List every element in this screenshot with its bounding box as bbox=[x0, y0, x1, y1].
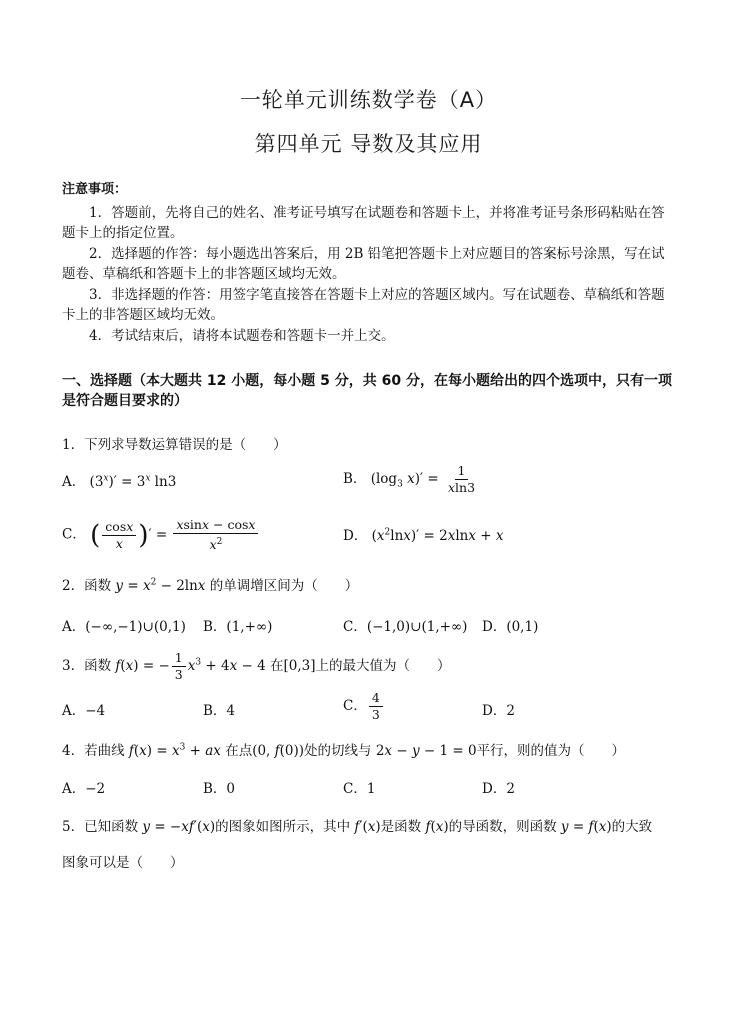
formula: $y = x^2 - 2\ln x$ bbox=[115, 577, 206, 594]
q4-option-c: C．1 bbox=[343, 781, 376, 797]
formula: ($\log_3$ x)′ = $\frac{1}{xln3}$ bbox=[371, 471, 480, 487]
question-5-stem: 5．已知函数 y = −xf′(x)的图象如图所示，其中 f′(x)是函数 f(x)的导函数，则函数 y = f(x)的大致 bbox=[62, 819, 653, 835]
q1-option-b bbox=[343, 463, 480, 496]
q2-option-b: B．(1,+∞) bbox=[203, 619, 273, 635]
question-4-stem: 4．若曲线 $f(x) = x^3$ + ax 在点(0, f(0))处的切线与 2x − y − 1 = 0平行，则的值为（ ） bbox=[62, 742, 626, 759]
question-1-stem: 1．下列求导数运算错误的是（ ） bbox=[62, 437, 287, 453]
q2-option-a: A．(−∞,−1)∪(0,1) bbox=[62, 619, 186, 635]
q3-option-a: A．−4 bbox=[62, 703, 106, 719]
option-label: A． bbox=[62, 474, 86, 490]
q3-option-d: D．2 bbox=[482, 703, 515, 719]
formula: $f(x) = x^3$ + ax 在点(0, f(0))处的切线与 2x − y − 1 = 0 bbox=[128, 742, 477, 759]
q4-option-b: B．0 bbox=[203, 781, 236, 797]
fraction: $\frac{1}{xln3}$ bbox=[447, 463, 476, 495]
option-label: B． bbox=[343, 471, 367, 487]
formula: y = −xf′(x)的图象如图所示，其中 f′(x)是函数 f(x)的导函数，则函数 y = f(x) bbox=[142, 819, 612, 835]
q4-option-d: D．2 bbox=[482, 781, 515, 797]
section-heading: 一、选择题（本大题共 12 小题，每小题 5 分，共 60 分，在每小题给出的四个选项中，只有一项是符合题目要求的） bbox=[62, 373, 672, 409]
q1-option-a bbox=[62, 470, 176, 490]
notice-item-2: 2．选择题的作答：每小题选出答案后，用 2B 铅笔把答题卡上对应题目的答案标号涂黑，写在试题卷、草稿纸和答题卡上的非答题区域均无效。 bbox=[62, 246, 665, 282]
notice-item-3: 3．非选择题的作答：用签字笔直接答在答题卡上对应的答题区域内。写在试题卷、草稿纸和答题卡上的非答题区域均无效。 bbox=[62, 287, 665, 323]
page-subtitle: 第四单元 导数及其应用 bbox=[254, 132, 483, 156]
option-label: D． bbox=[343, 528, 368, 544]
q2-option-d: D．(0,1) bbox=[482, 619, 539, 635]
question-2-stem: 2．函数 $y = x^2 - 2\ln x$ 的单调增区间为（ ） bbox=[62, 577, 359, 594]
question-5-stem-line2: 图象可以是（ ） bbox=[62, 855, 184, 871]
formula: $(3^x)' = 3^x$ ln3 bbox=[89, 473, 177, 490]
q4-option-a: A．−2 bbox=[62, 781, 106, 797]
notice-item-1: 1．答题前，先将自己的姓名、准考证号填写在试题卷和答题卡上，并将准考证号条形码粘贴在答题卡上的指定位置。 bbox=[62, 205, 665, 241]
notice-heading: 注意事项： bbox=[62, 182, 128, 197]
option-label: C． bbox=[62, 526, 86, 543]
question-3-stem: 3．函数 f(x) = − $\frac{1}{3}$ $x^3 + 4x - 4$ 在[0,3]上的最大值为（ ） bbox=[62, 650, 451, 682]
formula: f(x) = − $\frac{1}{3}$ $x^3 + 4x - 4$ 在[0,3] bbox=[115, 650, 316, 682]
formula: ( $\frac{\cos x}{x}$ )′ = $\frac{xsinx - \cos x}{x^2}$ bbox=[90, 527, 260, 543]
q1-option-c bbox=[62, 517, 260, 553]
q1-option-d bbox=[343, 524, 504, 544]
formula: $(x^2\ln x)' = 2xlnx + x$ bbox=[371, 527, 504, 544]
notice-item-4: 4．考试结束后，请将本试题卷和答题卡一并上交。 bbox=[62, 328, 395, 344]
page-title: 一轮单元训练数学卷（A） bbox=[239, 88, 498, 112]
q3-option-c: C． $\frac{4}{3}$ bbox=[343, 690, 385, 723]
q2-option-c: C．(−1,0)∪(1,+∞) bbox=[343, 619, 468, 635]
q3-option-b: B．4 bbox=[203, 703, 236, 719]
